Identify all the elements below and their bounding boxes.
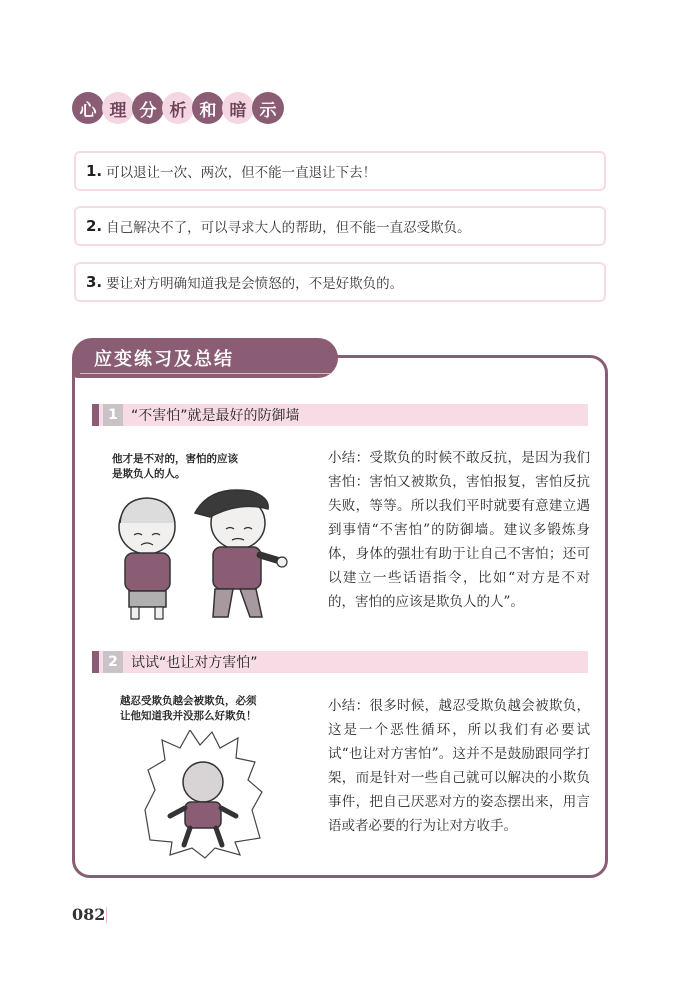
illustration-two-kids <box>100 485 300 625</box>
illustration-angry-kid <box>140 730 270 860</box>
heading-bar <box>92 651 99 673</box>
title-char: 析 <box>162 92 194 124</box>
title-char: 理 <box>102 92 134 124</box>
tip-box <box>74 151 606 191</box>
page-number-divider <box>106 907 107 923</box>
tip-box <box>74 206 606 246</box>
speech-text <box>120 694 257 724</box>
tab-underline <box>80 373 330 374</box>
tip-text: 要让对方明确知道我是会愤怒的，不是好欺负的。 <box>106 276 404 292</box>
speech-text <box>112 452 238 482</box>
speech-line: 越忍受欺负越会被欺负，必须 <box>120 695 257 707</box>
title-char: 心 <box>72 92 104 124</box>
tip-box <box>74 262 606 302</box>
section-title <box>72 92 282 124</box>
subsection-title: 试试“也让对方害怕” <box>131 655 258 671</box>
title-char: 分 <box>132 92 164 124</box>
tip-number: 3. <box>86 273 103 291</box>
subsection-title: “不害怕”就是最好的防御墙 <box>131 408 300 424</box>
practice-title-tab <box>72 338 338 378</box>
title-char: 示 <box>252 92 284 124</box>
tip-number: 2. <box>86 217 103 235</box>
speech-line: 他才是不对的，害怕的应该 <box>112 453 238 465</box>
tip-number: 1. <box>86 162 103 180</box>
speech-line: 是欺负人的人。 <box>112 468 186 480</box>
title-char: 暗 <box>222 92 254 124</box>
page-number: 082 <box>72 905 106 924</box>
title-char: 和 <box>192 92 224 124</box>
tip-text: 自己解决不了，可以寻求大人的帮助，但不能一直忍受欺负。 <box>106 220 471 236</box>
subsection-heading <box>92 651 588 673</box>
subsection-heading <box>92 404 588 426</box>
heading-bar <box>92 404 99 426</box>
practice-title: 应变练习及总结 <box>94 349 234 370</box>
summary-text: 小结：很多时候，越忍受欺负越会被欺负，这是一个恶性循环，所以我们有必要试试“也让对方害怕”。这并不是鼓励跟同学打架，而是针对一些自己就可以解决的小欺负事件，把自己厌恶对方的姿态摆出来，用言语或者必要的行为让对方收手。 <box>328 698 590 834</box>
speech-line: 让他知道我并没那么好欺负！ <box>120 710 257 722</box>
summary-text: 小结：受欺负的时候不敢反抗，是因为我们害怕：害怕又被欺负，害怕报复，害怕反抗失败，等等。所以我们平时就要有意建立遇到事情“不害怕”的防御墙。建议多锻炼身体，身体的强壮有助于让自己不害怕；还可以建立一些话语指令，比如“对方是不对的，害怕的应该是欺负人的人”。 <box>328 450 590 610</box>
section-badge: 2 <box>103 651 123 673</box>
section-badge: 1 <box>103 404 123 426</box>
tip-text: 可以退让一次、两次，但不能一直退让下去！ <box>106 165 377 181</box>
